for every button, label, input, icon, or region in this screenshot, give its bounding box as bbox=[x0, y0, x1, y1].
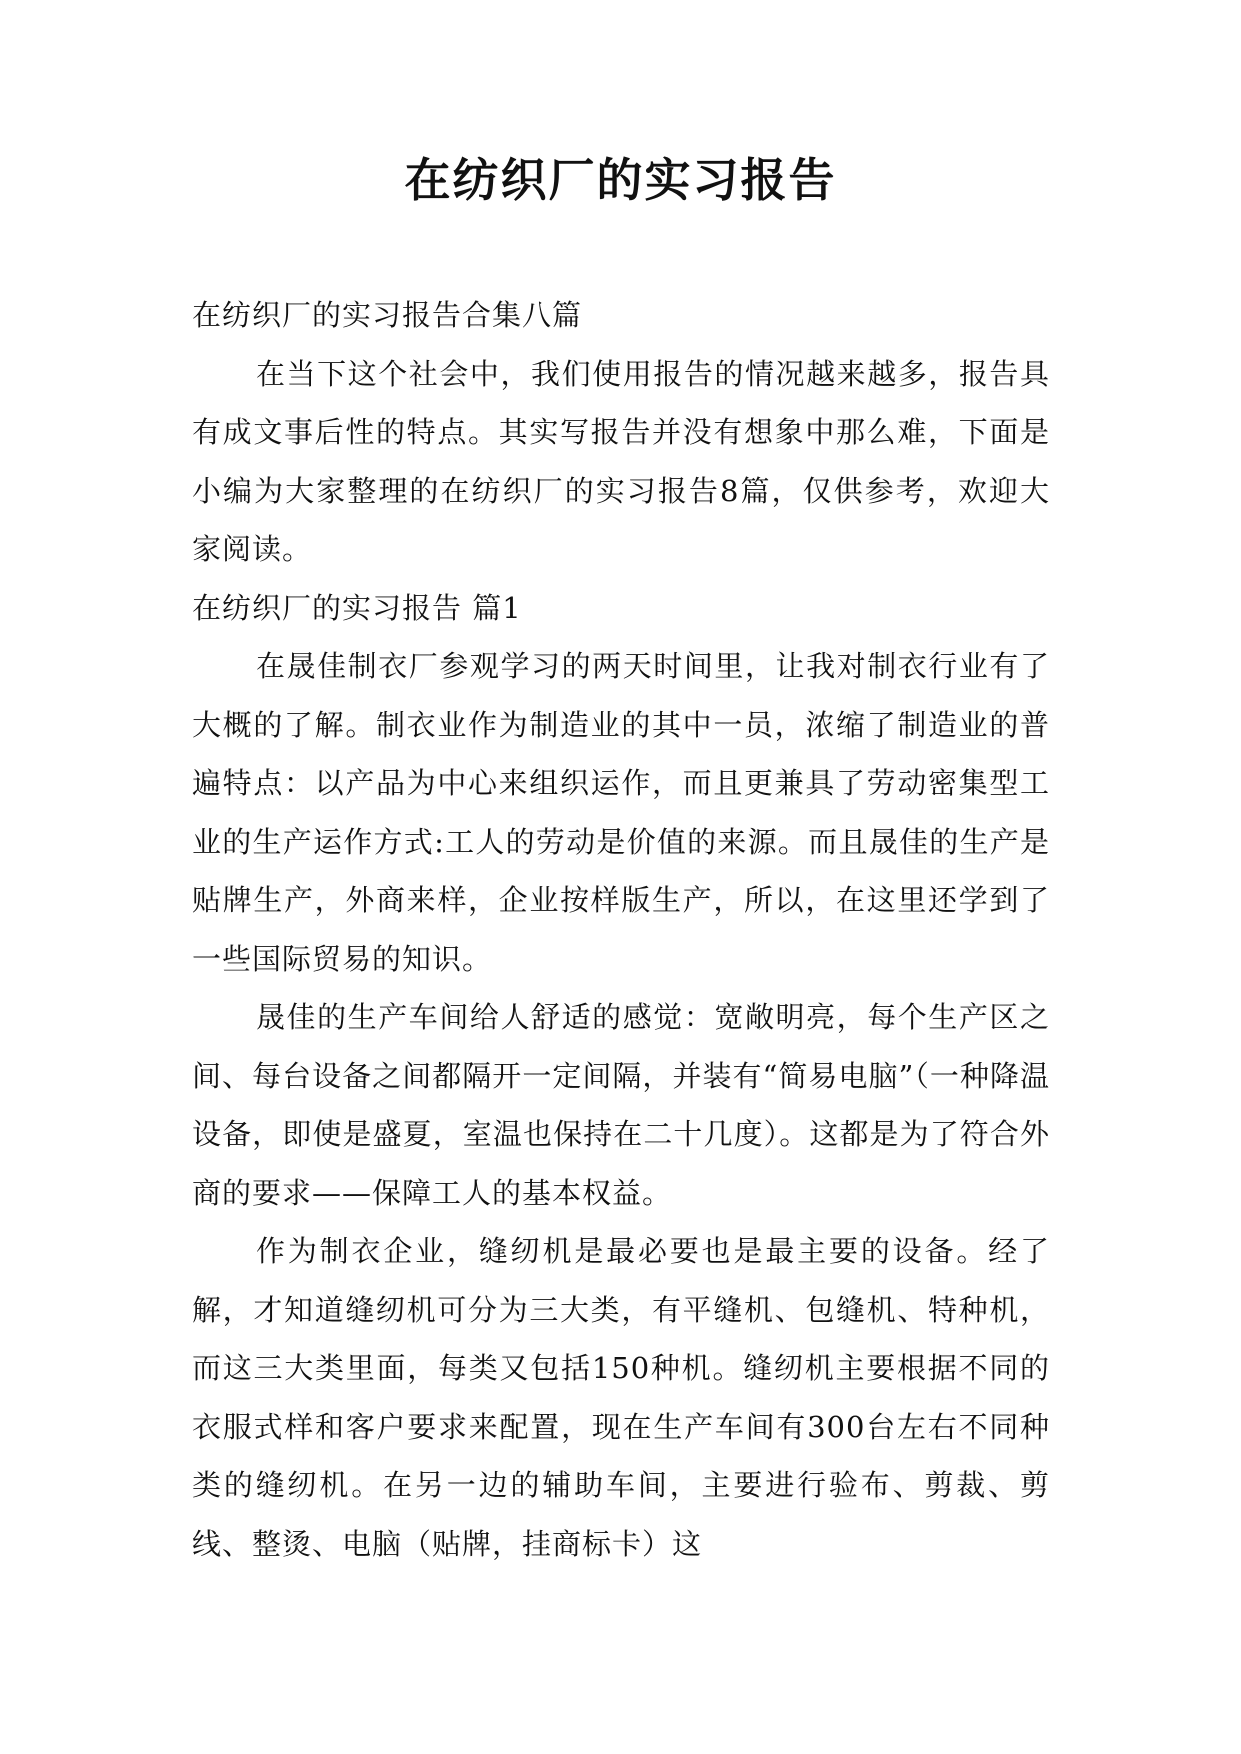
intro-paragraph: 在当下这个社会中，我们使用报告的情况越来越多，报告具有成文事后性的特点。其实写报告并没有想象中那么难，下面是小编为大家整理的在纺织厂的实习报告8篇，仅供参考，欢迎大家阅读。 bbox=[192, 356, 1050, 566]
collection-heading: 在纺织厂的实习报告合集八篇 bbox=[192, 298, 583, 332]
document-title: 在纺织厂的实习报告 bbox=[404, 153, 837, 207]
section-heading-1: 在纺织厂的实习报告 篇1 bbox=[192, 590, 522, 625]
body-paragraph-2: 晟佳的生产车间给人舒适的感觉：宽敞明亮，每个生产区之间、每台设备之间都隔开一定间隔，并装有“简易电脑”（一种降温设备，即使是盛夏，室温也保持在二十几度）。这都是为了符合外商的要求——保障工人的基本权益。 bbox=[192, 1000, 1050, 1210]
body-paragraph-1: 在晟佳制衣厂参观学习的两天时间里，让我对制衣行业有了大概的了解。制衣业作为制造业的其中一员，浓缩了制造业的普遍特点：以产品为中心来组织运作，而且更兼具了劳动密集型工业的生产运作方式:工人的劳动是价值的来源。而且晟佳的生产是贴牌生产，外商来样，企业按样版生产，所以，在这里还学到了一些国际贸易的知识。 bbox=[192, 649, 1050, 976]
body-paragraph-3: 作为制衣企业，缝纫机是最必要也是最主要的设备。经了解，才知道缝纫机可分为三大类，有平缝机、包缝机、特种机，而这三大类里面，每类又包括150种机。缝纫机主要根据不同的衣服式样和客户要求来配置，现在生产车间有300台左右不同种类的缝纫机。在另一边的辅助车间，主要进行验布、剪裁、剪线、整烫、电脑（贴牌，挂商标卡）这 bbox=[192, 1234, 1050, 1561]
document-body bbox=[192, 286, 1050, 1573]
